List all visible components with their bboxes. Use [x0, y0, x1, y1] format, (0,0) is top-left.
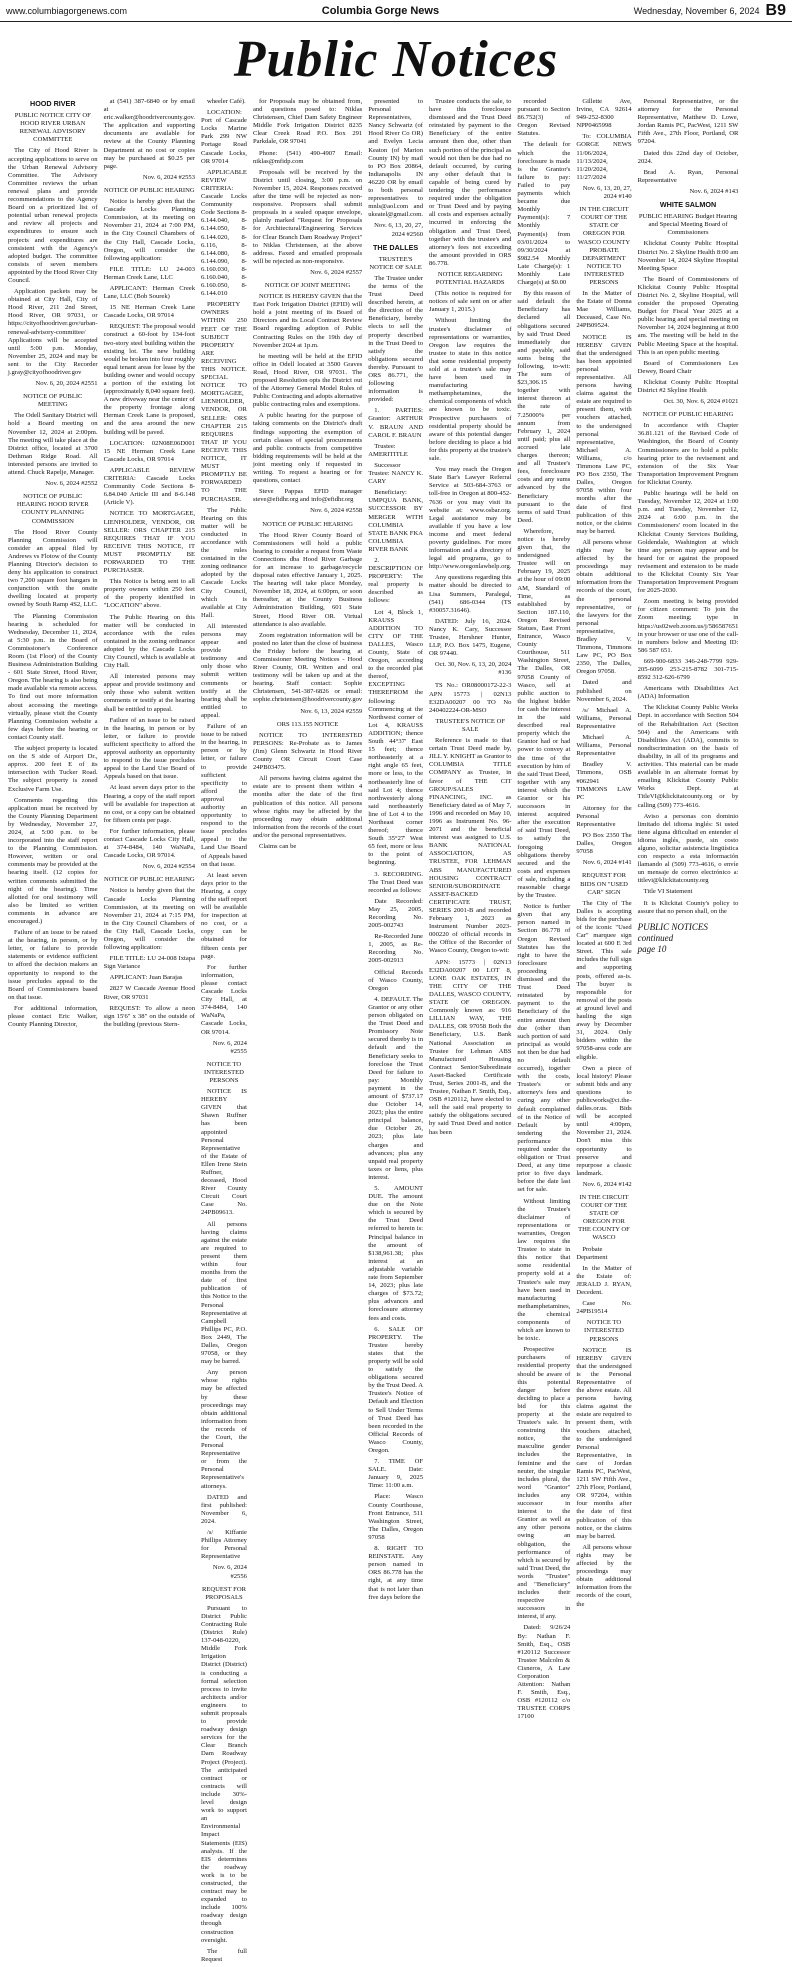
notice-text: Proposals will be received by the District until closing, 3:00 p.m. on November 15, 2024. Responses received after the time will be rejected as non-responsive. Proposers shall submit proposals in a sealed opaque envelope, plainly marked "Request for Proposals for Architectural/Engineering Services for Clear Branch Dam Roadway Project" to Niklas Christensen, at the above address. Faxed and emailed proposals will be rejected as non-responsive. — [252, 168, 363, 265]
page-number: B9 — [765, 1, 786, 19]
notice-text: 4. DEFAULT. The Grantor or any other person obligated on the Trust Deed and Promissory Note secured thereby is in default and the Beneficiary seeks to foreclose the Trust Deed for failure to pay: Monthly payment in the amount of $737.17 due October 14, 2023; plus the entire principal balance, due October 26, 2023; plus late charges and advances; plus any unpaid real property taxes or liens, plus interest. — [368, 995, 423, 1181]
notice-text: In accordance with Chapter 36.81.121 of the Revised Code of Washington, the Board of County Commissioners are to hold a public hearing prior to the revisement and extension of the Six Year Transportation Improvement Program for Klickitat County. — [637, 422, 739, 486]
notice-heading: NOTICE TO INTERESTED PERSONS — [584, 1319, 624, 1343]
notice-text: Any questions regarding this matter should be directed to Lisa Summers, Paralegal, (541) 686-0344 (TS #30057.31646). — [429, 574, 512, 614]
masthead: Columbia Gorge News — [321, 4, 440, 17]
notice-text: All persons whose rights may be affected by the proceedings may obtain additional information from the records of the court, the personal representative, or the lawyers for the personal representative, Bradley V. Timmons, Timmons Law PC, PO Box 2350, The Dalles, Oregon 97058. — [576, 538, 632, 676]
notice-heading: NOTICE OF PUBLIC HEARING — [103, 876, 195, 884]
notice-text: Application packets may be obtained at City Hall, City of Hood River, 211 2nd Street, Hood River, OR 97031, or https://cityofhoodriver.gov/urban-renewal-advisory-committee/ Applications will be accepted until 5:00 p.m. Monday, November 25, 2024 and may be sent to the City Recorder j.gray@cityofhoodriver.gov — [8, 288, 98, 376]
notice-text: All interested persons may appear and provide testimony and only those who submit written comments or testify at the hearing shall be entitled to appeal. — [103, 673, 195, 713]
notice-text: Lot 4, Block 1, KRAUSS ADDITION TO CITY OF THE DALLES, Wasco County, State of Oregon, according to the recorded plat thereof, EXCEPTING THEREFROM the following: Commencing at the Northwest corner of Lot 4, KRAUSS ADDITION; thence South 44°37' East 15 feet; thence northeasterly at a right angle 65 feet, more or less, to the northeasterly line of said Lot 4; thence northwesterly along said northeasterly line of Lot 4 to the Northeast corner thereof; thence South 35°27' West 65 feet, more or less to the point of beginning. — [368, 608, 423, 867]
notice-text: Without limiting the trustee's disclaimer of representations or warranties, Oregon law requires the trustee to state in this notice that some residential property sold at a trustee's sale may have been used in manufacturing methamphetamines, the chemical components of which are known to be toxic. Prospective purchasers of residential property should be aware of this potential danger before deciding to place a bid for this property at the trustee's sale. — [429, 317, 512, 463]
notice-text: The Hood River County Board of Commissioners will hold a public hearing to consider a request from Waste Connections dba Hood River Garbage for an increase to garbage/recycle disposal rates effective January 1, 2025. The hearing will take place Monday, November 18, 2024, at 6:00pm, or soon thereafter, at the County Business Administration Building, 601 State Street, Hood River OR. Virtual attendance is also available. — [252, 531, 363, 628]
notice-text: Date Recorded: May 25, 2005, Recording No. 2005-002743 — [368, 897, 423, 930]
notice-text: Place: Wasco County Courthouse, Front Entrance, 511 Washington Street, The Dalles, Oregon 97058 — [368, 1493, 423, 1541]
notice-text: Gillette Ave, Irvine, CA 92614 949-252-8300 NPP0465998 — [576, 98, 632, 130]
notice-text: Notice is hereby given that the Cascade Locks Planning Commission, at its meeting on November 21, 2024 at 7:00 PM, in the City Council Chambers of the City Hall, Cascade Locks, Oregon, will consider the following application: — [103, 198, 195, 262]
notice-text: All persons having claims against the estate are required to present them within four months from the date of first publication of this Notice to the Personal Representative at Campbell Phillips PC, P.O. Box 2449, The Dalles, Oregon 97058, or they may be barred. — [201, 1220, 247, 1366]
notice-text: Beneficiary: UMPQUA BANK, SUCCESSOR BY MERGER WITH COLUMBIA STATE BANK FKA COLUMBIA RIVER BANK — [368, 489, 423, 553]
notice-text: Notice is further given that any person named in Section 86.778 of Oregon Revised Statutes has the right to have the foreclosure proceeding dismissed and the Trust Deed reinstated by payment to the Beneficiary of the entire amount then due (other than such portion of said principal as would not then be due had no default occurred), together with the costs, Trustee's or attorney's fees and curing any other default complained of in the Notice of Default by tendering the performance required under the obligation or Trust Deed, at any time prior to five days before the date last set for sale. — [517, 903, 571, 1194]
column-3 — [201, 98, 247, 1967]
notice-heading: NOTICE OF PUBLIC HEARING — [262, 520, 353, 528]
notice-text: Trustee: AMERITITLE — [368, 442, 408, 458]
section-heading: THE DALLES — [373, 242, 419, 252]
notice-text: Re-Recorded June 1, 2005, as Re-Recording No. 2005-002913 — [368, 933, 423, 965]
notice-text: The Board of Commissioners of Klickitat County Public Hospital District No. 2, Skyline Hospital, will consider the proposed Operating Budget for Fiscal Year 2025 at a public hearing and special meeting on November 14, 2024 beginning at 8:00 am. The meeting will be held in the Public Meeting Space at the hospital. This is an open public meeting. — [637, 275, 739, 356]
notice-text: Failure of an issue to be raised at the hearing, in person, or by letter, or failure to provide statements or evidence sufficient to afford the decision makers an opportunity to respond to the issue precludes appeal to the Board of Commissioners based on that issue. — [8, 929, 98, 1001]
notice-text: Reference is made to that certain Trust Deed made by, JILL Y. KNIGHT as Grantor to COLUMBIA TITLE COMPANY as Trustee, in favor of THE CIT GROUP/SALES FINANCING, INC. as Beneficiary dated as of May 7, 1996 and recorded on May 10, 1996 as Instrument No. 96-2071 and the beneficial interest was assigned to U.S. BANK NATIONAL ASSOCIATION, AS TRUSTEE, FOR LEHMAN ABS MANUFACTURED HOUSING CONTRACT SENIOR/SUBORDINATE ASSET-BACKED CERTIFICATE TRUST, SERIES 2001-B and recorded February 1, 2023 as Instrument Number 2023-000220 of official records in the Office of the Recorder of Wasco County, Oregon to-wit: — [429, 737, 512, 955]
notice-heading: REQUEST FOR BIDS ON "USED CAR" SIGN — [580, 872, 628, 896]
notice-text: Any person whose rights may be affected by these proceedings may obtain additional information from the records of the Court, the Personal Representative or from the Personal Representative's attorneys. — [201, 1369, 247, 1490]
notice-text: You may reach the Oregon State Bar's Lawyer Referral Service at 503-684-3763 or toll-free in Oregon at 800-452-7636 or you may visit its website at: www.osbar.org. Legal assistance may be available if you have a low income and meet federal poverty guidelines. For more information and a directory of legal aid programs, go to http://www.oregonlawhelp.org. — [429, 466, 512, 571]
notice-text: NOTICE IS HEREBY GIVEN that the East Fork Irrigation District (EFID) will hold a joint meeting of its Board of Directors and its Local Contract Review Board regarding adoption of Public Contracting Rules on the 19th day of November 2024 at 1p.m. — [252, 293, 363, 349]
notice-text: Brad A. Ryan, Personal Representative — [637, 168, 739, 184]
notice-heading: NOTICE OF PUBLIC HEARING — [642, 411, 734, 419]
notice-text: For further information, please contact Cascade Locks City Hall, at 374-8484, 140 WaNaPa, Cascade Locks, OR 97014. — [201, 963, 247, 1036]
notice-text: NOTICE IS HEREBY GIVEN that the undersigned is the Personal Representative of the above estate. All persons having claims against the estate are required to present them, with vouchers attached, to the undersigned Personal Representative, in care of Jordan Ramis PC, PacWest, 1211 SW Fifth Ave., 27th Floor, Portland, OR 97204, within four months after the date of first publication of this notice, or the claims may be barred. — [576, 1346, 632, 1540]
notice-text: Failure of an issue to be raised in the hearing, in person or by letter, or failure to provide sufficient specificity to afford the approval authority an opportunity to respond to the issue precludes appeal to the Land Use Board of Appeals based on that issue. — [103, 716, 195, 781]
notice-text: 7. TIME OF SALE. Date: January 9, 2025 Time: 11:00 a.m. — [368, 1458, 423, 1490]
notice-text: For additional information, please contact Eric Walker, County Planning Director, — [8, 1004, 98, 1029]
notice-dates: Nov. 6, 2024 #143 — [689, 187, 739, 195]
notice-text: LOCATION: Port of Cascade Locks Marine Park 299 NW Portage Road Cascade Locks, OR 97014 — [201, 109, 247, 165]
notice-text: 2827 W Cascade Avenue Hood River, OR 97031 — [103, 985, 195, 1001]
notice-text: Wherefore, notice is hereby given that, the undersigned Trustee will on February 19, 2025 at the hour of 09:00 AM, Standard of Time, as established by Section 187.110, Oregon Revised Statues, East Front Entrance, Wasco County Courthouse, 511 Washington Street, The Dalles, OR 97058 County of Wasco, sell at public auction to the highest bidder for cash the interest in the said described real property which the Grantor had or had power to convey at the time of the execution by him of the said Trust Deed, together with any interest which the Grantor or his successors in interest acquired after the execution of said Trust Deed, to satisfy the foregoing obligations thereby secured and the costs and expenses of sale, including a reasonable charge by the Trustee. — [517, 527, 571, 900]
notice-text: All persons whose rights may be affected by the proceedings may obtain additional information from the records of the court, the — [576, 1543, 632, 1608]
notice-text: Aviso a personas con dominio limitado del idioma inglés: Si usted tiene alguna dificultad en entender el idioma inglés, puede, sin costo alguno, solicitar asistencia lingüística con respecto a esta información llamando al (509) 773-4616, o envíe un mensaje de correo electrónico a: titlevi@klickitatcounty.org — [637, 812, 739, 885]
header-right — [634, 2, 786, 20]
notice-text: wheeler Café). — [207, 98, 246, 105]
notice-text: Zoom registration information will be posted no later than the close of business the Friday before the hearing at Commissioner Meeting Notices - Hood River County, OR. Written and oral testimony will be taken up and at the hearing. Staff contact: Sophie Christensen, 541-387-6826 or email: sophie.christensen@hoodrivercounty.gov — [252, 631, 363, 704]
column-7 — [517, 98, 570, 1967]
notice-text: Bradley V. Timmons, OSB #062941 TIMMONS LAW PC — [576, 761, 632, 801]
notice-text: This Notice is being sent to all property owners within 250 feet of the property identified in "LOCATION" above. — [103, 578, 195, 610]
notice-text: DATED and first published: November 6, 2024. — [201, 1493, 247, 1525]
notice-text: 3. RECORDING. The Trust Deed was recorded as follows: — [368, 870, 423, 894]
notice-text: Probate Department — [576, 1245, 608, 1261]
notice-text: Klickitat County Public Hospital District No. 2 Skyline Health 8:00 am November 14, 2024 Skyline Hospital Meeting Space — [637, 240, 739, 272]
notice-text: Own a piece of local history! Please submit bids and any questions to publicworks@ci.the-dalles.or.us. Bids will be accepted until 4:00pm, November 21, 2024. Don't miss this opportunity to preserve and repurpose a classic landmark. — [576, 1064, 632, 1177]
notice-text: A public hearing for the purpose of taking comments on the District's draft findings supporting the exemption of certain classes of special procurements and public contracts from competitive bidding requirements will be held at the joint meeting only if requested in writing. To request a hearing or for questions, contact — [252, 412, 363, 485]
notice-text: At least seven days prior to the Hearing, a copy of the staff report will be available for inspection at no cost, or a copy can be obtained for fifteen cents per page. — [201, 871, 247, 960]
notice-dates: Nov. 6, 2024 #2557 — [310, 268, 363, 276]
notice-text: The full Request — [201, 1947, 247, 1963]
notice-text: Prospective purchasers of residential property should be aware of this potential danger before deciding to place a bid for this property at the Trustee's sale. In construing this notice, the masculine gender includes the feminine and the neuter, the singular includes plural, the word "Grantor" includes any successor in interest to the Grantor as well as any other persons owing an obligation, the performance of which is secured by said Trust Deed, the words "Trustee" and "Beneficiary" includes their respective successors in interest, if any. — [517, 1346, 571, 1621]
notice-dates: Nov. 6, 20, 2024 #2551 — [35, 380, 98, 388]
continued-line3: page 10 — [637, 943, 667, 954]
notice-text: 1. PARTIES: Grantor: ARTHUR V. BRAUN AND CAROL F. BRAUN — [368, 407, 423, 439]
notice-text: The Planning Commission hearing is scheduled for Wednesday, December 11, 2024, at 5:30 p.m. in the Board of Commissioner's Conference Room (1st Floor) of the County Business Administration Building - 601 State Street, Hood River, Oregon. The hearing is also being made available via remote access. To find out more information about accessing the meetings virtually, please visit the County Planning Commission website a few days before the hearing or contact County staff. — [8, 612, 98, 741]
notice-text: Attorney for the Personal Representative — [576, 804, 632, 828]
notice-heading: NOTICE OF PUBLIC HEARING HOOD RIVER COUNTY PLANNING COMMISSION — [16, 493, 89, 525]
continued-line2: continued — [637, 932, 674, 943]
notice-text: The Trustee under the terms of the Trust Deed described herein, at the direction of the Beneficiary, hereby elects to sell the property described in the Trust Deed to satisfy the obligations secured thereby. Pursuant to ORS 86.771, the following information is provided: — [368, 274, 423, 404]
notice-text: NOTICE TO INTERESTED PERSONS: Re-Probate as to James (Jim) Glenn Schwartz in Hood River County OR Circuit Court Case 24PB03475. — [252, 731, 363, 772]
notice-text: he meeting will be held at the EFID office in Odell located at 3500 Graves Road, Hood River, OR 97031. The proposed Resolution opts the District out of the Attorney General Model Rules of Public Contracting and adopts alternative public contracting rules and exemptions. — [252, 352, 363, 409]
notice-text: Title VI Statement — [643, 888, 693, 896]
notice-text: NOTICE TO MORTGAGEE, LIENHOLDER, VENDOR, OR SELLER: ORS CHAPTER 215 REQUIRES THAT IF YOU RECEIVE THIS NOTICE, IT MUST PROMPTLY BE FORWARDED TO THE PURCHASER. — [103, 510, 195, 575]
notice-text: PROPERTY OWNERS WITHIN 250 FEET OF THE SUBJECT PROPERTY ARE RECEIVING THIS NOTICE. SPECIAL NOTICE TO MORTGAGEE, LIENHOLDER, VENDOR, OR SELLER: ORS CHAPTER 215 REQUIRES THAT IF YOU RECEIVE THIS NOTICE, IT MUST PROMPTLY BE FORWARDED TO THE PURCHASER. — [201, 301, 247, 503]
notice-text: APPLICABLE REVIEW CRITERIA: Cascade Locks Community Code Sections 8-6.84.040 Article III and 8-6.148 (Article V). — [103, 466, 195, 507]
notice-text: The Odell Sanitary District will hold a Board meeting on November 12, 2024 at 2:00pm. The meeting will take place at the District office, located at 3700 Dethman Ridge Road. All interested persons are invited to attend. Chuck Rapelje, Manager. — [8, 412, 98, 477]
notice-text: FILE TITLE: LU 24-003 Herman Creek Lane, LLC — [103, 265, 195, 281]
column-2 — [104, 98, 195, 1967]
notice-text: Steve Pappas EFID manager steve@efidhr.org and info@efidhr.org — [252, 488, 363, 504]
notice-text: /s/ Michael A. Williams, Personal Representative — [576, 706, 632, 730]
notice-dates: Nov. 6, 2024 #2554 — [142, 863, 195, 871]
notice-text: Board of Commissioners Les Dewey, Board Chair — [637, 359, 739, 375]
notice-text: 669-900-6833 346-248-7799 929-205-6099 253-215-8782 301-715-8592 312-626-6799 — [637, 657, 739, 682]
notice-text: Michael A. Williams, Personal Representative — [576, 734, 632, 758]
notice-text: REQUEST: The proposal would construct a 60-foot by 134-foot two-story steel building within the existing lot. The new building would be broken into four roughly equal tenant areas for lease by the building owner and would occupy a portion of the existing lot (approximately 8,040 square feet). A new driveway near the center of the property frontage along Herman Creek Lane is proposed, and the area around the new building will be paved. — [103, 323, 196, 436]
notice-text: The default for which the foreclosure is made is the Grantor's failure to pay: Failed to pay payments which became due Monthly Payment(s): 7 Monthly Payment(s) from 03/01/2024 to 09/30/2024 at $982.54 Monthly Late Charge(s): 1 Monthly Late Charge(s) at $0.00 — [517, 141, 571, 287]
notice-text: To: COLUMBIA GORGE NEWS 11/06/2024, 11/13/2024, 11/20/2024, 11/27/2024 — [576, 133, 632, 181]
notice-text: For further information, please contact Cascade Locks City Hall, at 374-8484, 140 WaNaPa, Cascade Locks, OR 97014. — [103, 827, 195, 860]
page-title: Public Notices — [233, 31, 559, 88]
notice-text: (This notice is required for notices of sale sent on or after January 1, 2015.) — [429, 290, 512, 314]
notice-heading: TRUSTEE'S NOTICE OF SALE — [435, 717, 506, 733]
continued-note — [638, 922, 739, 955]
notice-text: All interested persons may appear and provide testimony and only those who submit written comments or testify at the hearing shall be entitled to appeal. — [201, 622, 247, 719]
notice-text: Klickitat County Public Hospital District #2 Skyline Health — [637, 378, 739, 394]
notice-text: The Public Hearing on this matter will be conducted in accordance with the rules contained in the zoning ordinance adopted by the Cascade Locks City Council, which is available at City Hall. — [201, 506, 247, 619]
notice-text: 8. RIGHT TO REINSTATE. Any person named in ORS 86.778 has the right, at any time that is not later than five days before the — [368, 1545, 423, 1601]
notice-text: for Proposals may be obtained from, and questions posed to: Niklas Christensen, Chief Dam Safety Engineer Middle Fork Irrigation District 8235 Clear Creek Road P.O. Box 291 Parkdale, OR 97041 — [252, 98, 363, 146]
notice-dates: Nov. 6, 13, 2024 #2559 — [300, 707, 363, 715]
notice-dates: Nov. 6, 2024 #2552 — [45, 480, 98, 488]
notice-text: presented to Personal Representatives, Nancy Schwartz (of Hood River Co OR) and Evelyn Lecia Keaton (of Marion County IN) by mail to PO Box 20864, Indianapolis IN 46220 OR by email to both personal representatives to mnls@aol.com and ukeatel@gmail.com. — [368, 98, 423, 219]
notice-text: The Hood River County Planning Commission will consider an appeal filed by Andrews vs Flotow of the County Planning Director's decision to deny his application to construct two 7,200 square foot hangars in conjunction with the onsite dwelling located at property owned by South Ramp 4S2, LLC. — [8, 528, 98, 609]
notice-text: 5. AMOUNT DUE. The amount due on the Note which is secured by the Trust Deed referred to herein is: Principal balance in the amount of $138,961.38; plus interest at an adjustable variable rate from September 14, 2023; plus late charges of $73.72; plus advances and foreclosure attorney fees and costs. — [368, 1185, 423, 1322]
notice-text: FILE TITLE: LU 24-008 Ixtapa Sign Variance — [103, 955, 195, 971]
notice-text: /s/ Kiffanie Phillips Attorney for Personal Representative — [201, 1529, 247, 1561]
notice-text: Americans with Disabilities Act (ADA) Information — [637, 685, 739, 701]
notice-text: It is Klickitat County's policy to assure that no person shall, on the — [637, 899, 739, 915]
notice-text: Successor Trustee: NANCY K. CARY — [368, 461, 423, 486]
notice-dates: Nov. 6, 2024 #2558 — [310, 507, 363, 515]
notice-text: Failure of an issue to be raised in the hearing, in person or by letter, or failure to provide sufficient specificity to afford the approval authority an opportunity to respond to the issue precludes appeal to the Land Use Board of Appeals based on that issue. — [201, 723, 247, 868]
notice-text: In the Matter of the Estate of: JERALD J. RYAN, Decedent. — [576, 1264, 632, 1297]
section-heading: HOOD RIVER — [30, 99, 76, 108]
notice-text: DATED: July 16, 2024. Nancy K. Cary, Successor Trustee, Hershner Hunter, LLP, P.O. Box 1475, Eugene, OR 97440. — [429, 617, 512, 658]
notice-text: REQUEST: To allow a neon sign 15'6" x 38" on the outside of the building (previous Stern- — [103, 1004, 195, 1028]
notice-text: At least seven days prior to the Hearing, a copy of the staff report will be available for inspection at no cost, or a copy can be obtained for fifteen cents per page. — [103, 784, 195, 824]
notice-text: Case No. 24PB19514 — [576, 1300, 632, 1316]
notice-text: By this reason of said default the Beneficiary has declared all obligations secured by said Trust Deed immediately due and payable, said sums being the following, to-wit: The sum of $23,306.15 together with interest thereon at the rate of 7.25000% per annum from February 1, 2024 until paid; plus all accrued late charges thereon; and all Trustee's fees, foreclosure costs and any sums advanced by the Beneficiary pursuant to the terms of said Trust Deed. — [517, 290, 571, 524]
notice-heading: IN THE CIRCUIT COURT OF THE STATE OF OREGON FOR THE COUNTY OF WASCO — [578, 1194, 630, 1242]
notice-text: Dated: 9/26/24 By: Nathan F. Smith, Esq., OSB #120112 Successor Trustee Malcolm & Cisneros, A Law Corporation Attention: Nathan F. Smith, Esq., OSB #120112 c/o TRUSTEE CORPS 17100 — [517, 1624, 571, 1721]
notice-text: Public hearings will be held on Tuesday, November 12, 2024 at 1:00 p.m. and Tuesday, November 12, 2024 at 6:00 p.m. in the Commissioners' room located in the Klickitat County Services Building, Goldendale, Washington at which time any person may appear and be heard for or against the proposed revisement and extension to be made to the Klickitat County Six Year Transportation Improvement Program for 2025-2030. — [637, 490, 739, 595]
column-6 — [429, 98, 511, 1967]
notice-text: Official Records of Wasco County, Oregon — [368, 968, 423, 992]
notice-text: Pursuant to District Public Contracting Rule (District Rule) 137-048-0220, Middle Fork Irrigation District (District) is conducting a formal selection process to invite architects and/or engineers to submit proposals to provide roadway design services for the Clear Branch Dam Roadway Project (Project). The anticipated contract or contracts will include 30%-level design work to support an Environmental Impact Statements (EIS) analysis. If the EIS determines the roadway work is to be constructed, the contract may be expanded to include 100% roadway design through construction oversight. — [201, 1604, 247, 1944]
continued-line1: PUBLIC NOTICES — [637, 921, 708, 932]
page-header — [0, 0, 792, 22]
notice-text: APPLICABLE REVIEW CRITERIA: Cascade Locks Community Code Sections 8-6.144.040, 8-6.144.050, 8-6.144.020, 8-6.116, 8-6.144.080, 8-6.144.090, 8-6.160.030, 8-6.160.040, 8-6.160.050, 8-6.144.010 — [201, 168, 247, 298]
notice-heading: NOTICE REGARDING POTENTIAL HAZARDS — [435, 270, 505, 287]
notice-text: APPLICANT: Juan Barajas — [109, 974, 183, 982]
notice-dates: Nov. 6, 2024 #2553 — [142, 173, 195, 181]
column-5 — [368, 98, 423, 1967]
notice-columns — [8, 98, 784, 1963]
notice-dates: Nov. 6, 13, 20, 27, 2024 #2560 — [374, 222, 423, 238]
notice-dates: Nov. 6, 2024 #2556 — [212, 1564, 247, 1580]
notice-dates: Nov. 6, 2024 #142 — [582, 1180, 632, 1188]
notice-heading: ORS 113.155 NOTICE — [276, 720, 339, 728]
notice-text: Personal Representative, or the attorney for the Personal Representative, Matthew D. Lowe, Jordan Ramis PC, PacWest, 1211 SW Fifth Ave., 27th Floor, Portland, OR 97204. — [637, 98, 739, 146]
notice-text: Dated and published on November 6, 2024. — [576, 679, 632, 703]
notice-text: at (541) 387-6840 or by email at eric.walker@hoodrivercounty.gov. The application and supporting documents are available for review at the County Planning Department at no cost or copies may be purchased at $0.25 per page. — [103, 98, 196, 170]
notice-dates: Nov. 6, 13, 20, 27, 2024 #140 — [582, 184, 632, 201]
column-8 — [576, 98, 631, 1967]
notice-dates: Nov. 6, 2024 #2555 — [212, 1039, 247, 1055]
notice-heading: IN THE CIRCUIT COURT OF THE STATE OF OREGON FOR WASCO COUNTY PROBATE DEPARTMENT NOTICE TO INTERESTED PERSONS — [577, 206, 631, 286]
notice-text: In the Matter of the Estate of Donna Mae Williams, Deceased, Case No. 24PB09524. — [576, 290, 632, 330]
notice-text: APN: 15773 | 02N13 E32DA00207 00 LOT 8, LONE OAK ESTATES, IN THE CITY OF THE DALLES, WASCO COUNTY, STATE OF OREGON. Commonly known as: 916 LILLIAN WAY, THE DALLES, OR 97058 Both the Beneficiary, U.S. Bank National Association as Trustee for Lehman ABS Manufactured Housing Contract Senior/Subordinate Asset-Backed Certificate Trust, Series 2001-B, and the Trustee, Nathan F. Smith, Esq., OSB #120112, have elected to sell the said real property to satisfy the obligations secured by said Trust Deed and notice has been — [429, 958, 512, 1136]
notice-dates: Oct. 30, Nov. 6, 13, 20, 2024 #136 — [434, 661, 512, 677]
notice-text: All persons having claims against the estate are to present them within 4 months after the date of the first publication of this notice. All persons whose rights may be affected by the proceeding may obtain additional information from the records of the court and/or the personal representatives. — [252, 775, 363, 839]
notice-text: NOTICE IS HEREBY GIVEN that the undersigned has been appointed personal representative. All persons having claims against the estate are required to present them, with vouchers attached, to the undersigned personal representative, Michael A. Williams, c/o Timmons Law PC, PO Box 2350, The Dalles, Oregon 97058 within four months after the date of first publication of this notice, or the claims may be barred. — [576, 333, 632, 535]
notice-text: Comments regarding this application must be received by the County Planning Department by Wednesday, November 27, 2024, at 5:00 p.m. to be incorporated into the staff report to the Planning Commission. However, written or oral comments may be provided at the hearing itself. (12 copies for written comments submitted the night of the hearing). Time allotted for oral testimony will also be limited so written comments in advance are encouraged.) — [8, 796, 98, 925]
notice-heading: NOTICE OF PUBLIC MEETING — [23, 393, 83, 409]
notice-text: Without limiting the Trustee's disclaimer of representations or warranties, Oregon law requires the Trustee to state in this notice that some residential property sold at a Trustee's sale may have been used in manufacturing methamphetamines, the chemical components of which are known to be toxic. — [517, 1197, 571, 1343]
notice-text: The subject property is located on the S side of Airport Dr., approx. 200 feet E of its intersection with Tucker Road. The subject property is zoned Exclusive Farm Use. — [8, 745, 98, 793]
notice-text: 15 NE Herman Creek Lane Cascade Locks, OR 97014 — [103, 304, 195, 320]
website-url[interactable]: www.columbiagorgenews.com — [6, 5, 128, 16]
notice-heading: NOTICE OF PUBLIC HEARING — [103, 186, 195, 194]
notice-text: NOTICE IS HEREBY GIVEN that Shawn Ruffner has been appointed Personal Representative of the Estate of Ellen Irene Stein Ruffner, deceased, Hood River County Circuit Court Case No. 24PB09613. — [201, 1088, 247, 1217]
notice-text: recorded pursuant to Section 86.752(3) of Oregon Revised Statutes. — [517, 98, 571, 138]
notice-text: The Public Hearing on this matter will be conducted in accordance with the rules contained in the zoning ordinance adopted by the Cascade Locks City Council, which is available at City Hall. — [103, 613, 195, 670]
notice-text: Dated this 22nd day of October, 2024. — [637, 149, 739, 165]
notice-text: The City of Hood River is accepting applications to serve on the Urban Renewal Advisory Committee. The Advisory Committee reviews the urban renewal plans and provide recommendations to the Agency Board on a prioritized list of potential urban renewal projects and review all projects and expenditures to ensure such projects and expenditures are consistent with the Agency's adopted budget. The committee consists of seven members appointed by the Hood River City Council. — [8, 147, 98, 284]
notice-heading: NOTICE TO INTERESTED PERSONS — [204, 1060, 244, 1084]
notice-text: 2. DESCRIPTION OF PROPERTY: The real property is described as follows: — [368, 556, 423, 605]
notice-heading: REQUEST FOR PROPOSALS — [201, 1585, 246, 1601]
notice-heading: NOTICE OF JOINT MEETING — [264, 281, 351, 289]
column-1 — [8, 98, 98, 1967]
section-heading: WHITE SALMON — [659, 200, 717, 210]
notice-dates: Oct. 30, Nov. 6, 2024 #1021 — [663, 398, 739, 406]
notice-text: TS No.: OR08000172-22-3 APN 15773 | 02N13 E32DA00207 00 TO No 240402224-OR-MSO — [429, 682, 512, 714]
notice-heading: PUBLIC NOTICE CITY OF HOOD RIVER URBAN RENEWAL ADVISORY COMMITTEE — [14, 112, 91, 144]
notice-text: Phone: (541) 490-4907 Email: niklas@mfidp.com — [252, 149, 363, 165]
notice-text: PO Box 2350 The Dalles, Oregon 97058 — [576, 832, 632, 856]
notice-heading: PUBLIC HEARING Budget Hearing and Special Meeting Board of Commissioners — [638, 213, 738, 237]
notice-text: Notice is hereby given that the Cascade Locks Planning Commission, at its meeting on November 21, 2024 at 7:15 PM, in the City Council Chambers of the City Hall, Cascade Locks, Oregon, will consider the following application: — [103, 887, 195, 952]
column-4 — [253, 98, 362, 1967]
notice-text: The Klickitat County Public Works Dept. in accordance with Section 504 of the Rehabilitation Act (Section 504) and the Americans with Disabilities Act (ADA), commits to nondiscrimination on the basis of disability, in all of its programs and activities. This material can be made available in an alternate format by emailing Klickitat County Public Works Dept. at TitleVI@klickitatcounty.org or by calling (509) 773-4616. — [637, 704, 739, 809]
notice-text: 6. SALE OF PROPERTY. The Trustee hereby states that the property will be sold to satisfy the obligations secured by the Trust Deed. A Trustee's Notice of Default and Election to Sell Under Terms of Trust Deed has been recorded in the Official Records of Wasco County, Oregon. — [368, 1325, 423, 1454]
notice-heading: TRUSTEE'S NOTICE OF SALE — [369, 255, 422, 271]
notice-text: Trustee conducts the sale, to have this foreclosure dismissed and the Trust Deed reinstated by payment to the Beneficiary of the entire amount then due, other than such portion of the principal as would not then be due had no default occurred, by curing any other default that is capable of being cured by tendering the performance required under the obligation or Trust Deed and by paying all costs and expenses actually incurred in enforcing the obligation and Trust Deed, together with the trustee's and attorney's fees not exceeding the amount provided in ORS 86.778. — [429, 98, 512, 267]
issue-date: Wednesday, November 6, 2024 — [633, 5, 760, 16]
notice-dates: Nov. 6, 2024 #141 — [582, 859, 632, 867]
notice-text: LOCATION: 02N08E06D001 15 NE Herman Creek Lane Cascade Locks, OR 97014 — [103, 439, 195, 463]
notice-text: Claims can be — [258, 842, 297, 850]
notice-text: APPLICANT: Herman Creek Lane, LLC (Bob Sourek) — [103, 284, 195, 301]
column-9 — [638, 98, 739, 1967]
notice-text: The City of The Dalles is accepting bids for the purchase of the iconic "Used Car" marquee sign located at 600 E 3rd Street. This sale includes the full sign and supporting posts, offered as-is. The buyer is responsible for removal of the posts at ground level and hauling the sign away by December 31, 2024. Only bidders within the 97058-area code are eligible. — [576, 899, 632, 1061]
notice-text: Zoom meeting is being provided for citizen comment: To join the Zoom meeting; type in https://us02web.zoom.us/j/586587651 in your browser or use one of the call-in numbers below and Meeting ID: 586 587 651. — [637, 598, 739, 654]
